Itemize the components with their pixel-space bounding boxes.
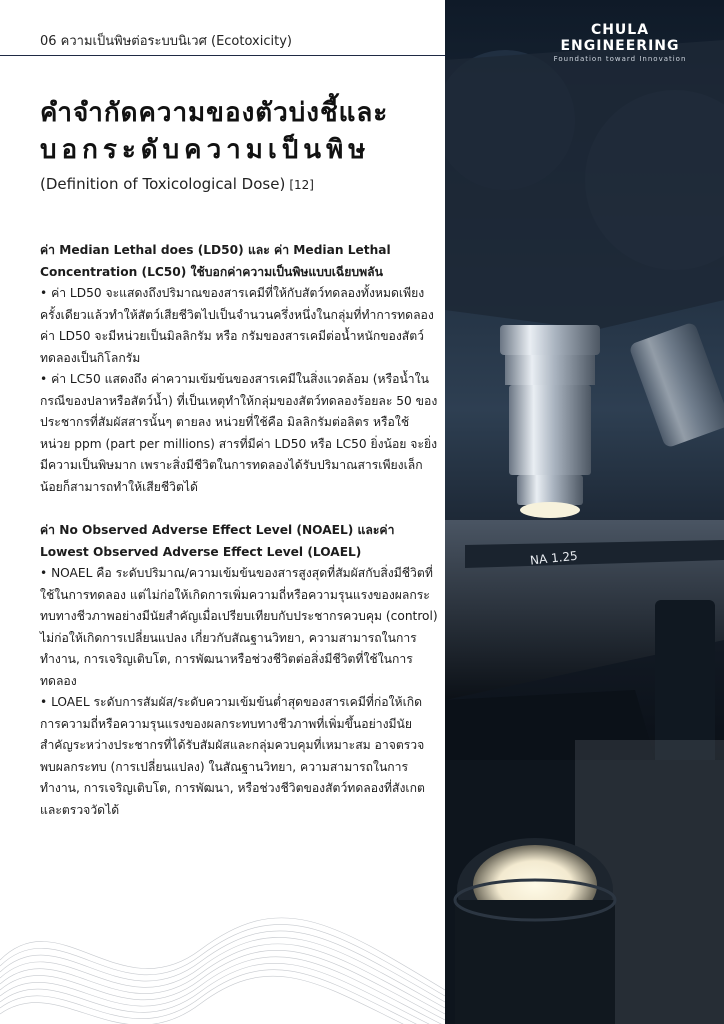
objective-label: NA 1.25: [529, 548, 579, 568]
chula-engineering-logo: [530, 22, 710, 63]
page-subtitle: [40, 175, 314, 193]
title-line-2: บอกระดับความเป็นพิษ: [40, 135, 371, 165]
microscope-illustration: [445, 0, 724, 1024]
bullet-ld50: • ค่า LD50 จะแสดงถึงปริมาณของสารเคมีที่ให้กับสัตว์ทดลองทั้งหมดเพียงครั้งเดียวแล้วทำให้สัตว์เสียชีวิตไปเป็นจำนวนครึ่งหนึ่งในกลุ่มที่ทำการทดลอง ค่า LD50 จะมีหน่วยเป็นมิลลิกรัม หรือ กรัมของสารเคมีต่อน้ำหนักของสัตว์ทดลองเป็นกิโลกรัม: [40, 286, 434, 365]
section-spacer: [40, 498, 438, 520]
reference-marker: [12]: [289, 178, 314, 192]
section-heading-noael: ค่า No Observed Adverse Effect Level (NOAEL) และค่า Lowest Observed Adverse Effect Level (LOAEL): [40, 523, 395, 559]
header-divider: [0, 55, 445, 56]
bullet-loael: • LOAEL ระดับการสัมผัส/ระดับความเข้มข้นต่ำสุดของสารเคมีที่ก่อให้เกิดการความถี่หรือความรุนแรงของผลกระทบทางชีวภาพที่เพิ่มขึ้นอย่างมีนัยสำคัญระหว่างประชากรที่ได้รับสัมผัสและกลุ่มควบคุมที่เหมาะสม อาจตรวจพบผลกระทบ (การเปลี่ยนแปลง) ในสัณฐานวิทยา, ความสามารถในการทำงาน, การเจริญเติบโต, การพัฒนา, หรือช่วงชีวิตของสัตว์ทดลองที่สังเกตและตรวจวัดได้: [40, 695, 425, 817]
bullet-lc50: • ค่า LC50 แสดงถึง ค่าความเข้มข้นของสารเคมีในสิ่งแวดล้อม (หรือน้ำในกรณีของปลาหรือสัตว์น้ำ) ที่เป็นเหตุทำให้กลุ่มของสัตว์ทดลองร้อยละ 50 ของประชากรที่สัมผัสสารนั้นๆ ตายลง หน่วยที่ใช้คือ มิลลิกรัมต่อลิตร หรือใช้หน่วย ppm (part per millions) สารที่มีค่า LD50 หรือ LC50 ยิ่งน้อย จะยิ่งมีความเป็นพิษมาก เพราะสิ่งมีชีวิตในการทดลองได้รับปริมาณสารเพียงเล็กน้อยก็สามารถทำให้เสียชีวิตได้: [40, 372, 438, 494]
logo-tagline: Foundation toward Innovation: [553, 55, 687, 63]
microscope-photo: [445, 0, 724, 1024]
body-content: [40, 240, 438, 821]
subtitle-text: (Definition of Toxicological Dose): [40, 175, 286, 193]
section-heading-ld50: ค่า Median Lethal does (LD50) และ ค่า Median Lethal Concentration (LC50) ใช้บอกค่าความเป็นพิษแบบเฉียบพลัน: [40, 243, 391, 279]
logo-wordmark: CHULA ENGINEERING: [560, 22, 680, 54]
decorative-wave-lines: [0, 840, 445, 1024]
bullet-noael: • NOAEL คือ ระดับปริมาณ/ความเข้มข้นของสารสูงสุดที่สัมผัสกับสิ่งมีชีวิตที่ใช้ในการทดลอง แต่ไม่ก่อให้เกิดการเพิ่มความถี่หรือความรุนแรงของผลกระทบทางชีวภาพอย่างมีนัยสำคัญเมื่อเปรียบเทียบกับประชากรควบคุม (control) ไม่ก่อให้เกิดการเปลี่ยนแปลง เกี่ยวกับสัณฐานวิทยา, ความสามารถในการทำงาน, การเจริญเติบโต, การพัฒนาหรือช่วงชีวิตต่อสิ่งมีชีวิตที่ใช้ในการทดลอง: [40, 566, 438, 688]
title-line-1: คำจำกัดความของตัวบ่งชี้และ: [40, 98, 389, 128]
chapter-header: 06 ความเป็นพิษต่อระบบนิเวศ (Ecotoxicity): [40, 34, 292, 49]
page-title: [40, 95, 440, 169]
